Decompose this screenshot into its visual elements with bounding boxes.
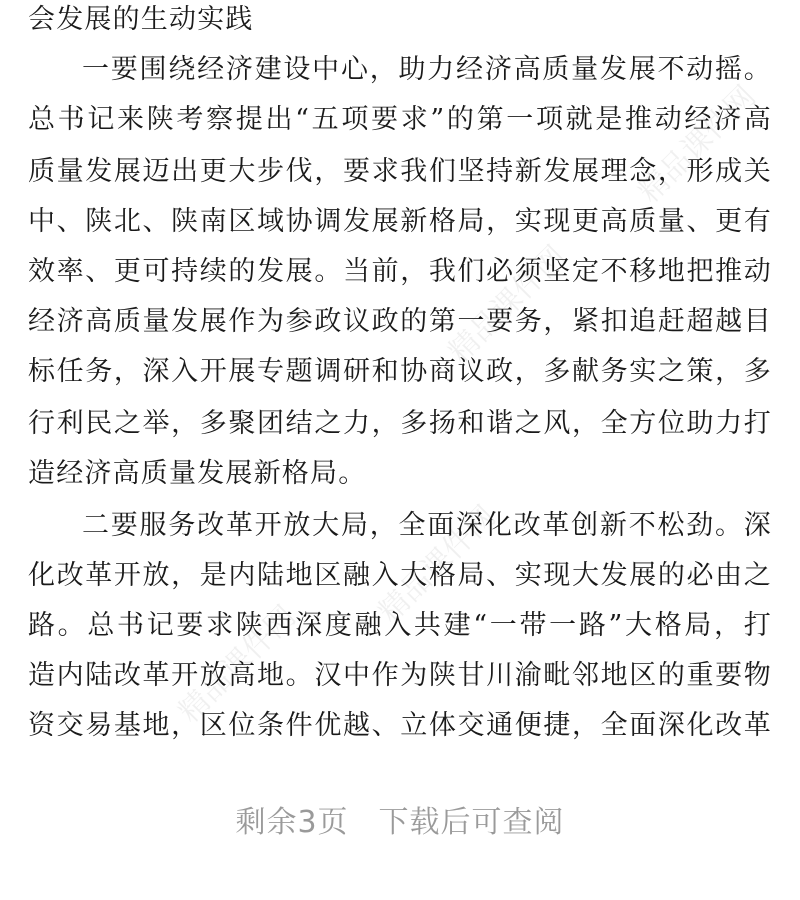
text-line: 造经济高质量发展新格局。 xyxy=(28,458,367,489)
watermark: 精品课件网 xyxy=(372,499,503,630)
text-line: 造内陆改革开放高地。汉中作为陕甘川渝毗邻地区的重要物 xyxy=(28,660,772,691)
text-line: 行利民之举，多聚团结之力，多扬和谐之风，全方位助力打 xyxy=(28,408,772,439)
watermark: 精品课件网 xyxy=(172,599,303,730)
watermark: 精品课件网 xyxy=(442,239,573,370)
text-line: 效率、更可持续的发展。当前，我们必须坚定不移地把推动 xyxy=(28,256,772,287)
remaining-pages-label: 剩余3页 xyxy=(235,805,349,840)
text-line: 资交易基地，区位条件优越、立体交通便捷，全面深化改革 xyxy=(28,710,772,741)
download-prompt[interactable] xyxy=(0,796,800,850)
text-line: 标任务，深入开展专题调研和协商议政，多献务实之策，多 xyxy=(28,356,772,387)
watermark: 精品课件网 xyxy=(632,79,763,210)
download-to-view-label: 下载后可查阅 xyxy=(378,805,565,840)
text-line: 路。总书记要求陕西深度融入共建“一带一路”大格局，打 xyxy=(28,610,772,641)
text-line: 经济高质量发展作为参政议政的第一要务，紧扣追赶超越目 xyxy=(28,306,772,337)
text-line: 化改革开放，是内陆地区融入大格局、实现大发展的必由之 xyxy=(28,560,772,591)
paragraph-start-line: 二要服务改革开放大局，全面深化改革创新不松劲。深 xyxy=(82,510,772,541)
text-line: 中、陕北、陕南区域协调发展新格局，实现更高质量、更有 xyxy=(28,206,772,237)
text-line: 会发展的生动实践 xyxy=(28,4,254,35)
text-line: 质量发展迈出更大步伐，要求我们坚持新发展理念，形成关 xyxy=(28,156,772,187)
text-line: 总书记来陕考察提出“五项要求”的第一项就是推动经济高 xyxy=(28,104,772,135)
paragraph-start-line: 一要围绕经济建设中心，助力经济高质量发展不动摇。 xyxy=(82,54,772,85)
